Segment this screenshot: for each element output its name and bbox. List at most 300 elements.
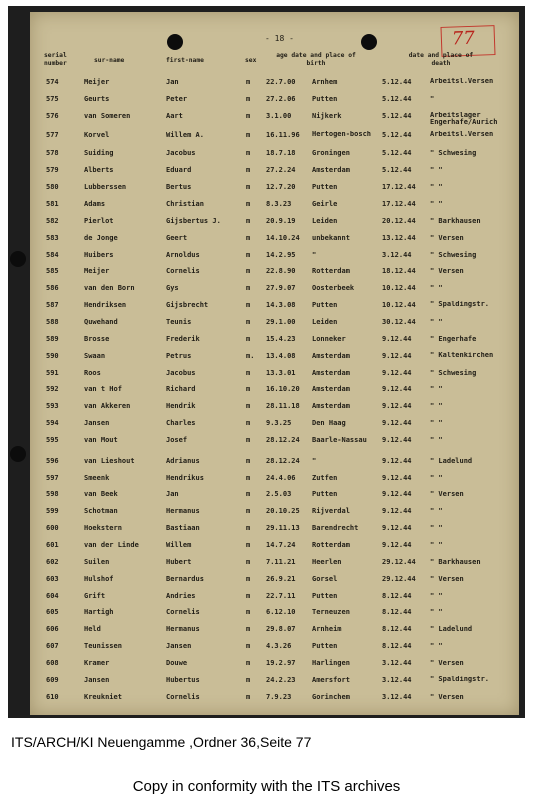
first-name-cell: Gys [166, 284, 179, 293]
table-row [30, 457, 519, 475]
death-place-cell: " Spaldingstr. [430, 675, 490, 683]
surname-cell: Held [84, 625, 101, 634]
table-row [30, 558, 519, 576]
serial-number-cell: 585 [46, 267, 59, 276]
birth-place-cell: Putten [312, 301, 338, 310]
serial-number-cell: 597 [46, 473, 59, 482]
document-page [30, 12, 519, 715]
birth-date-cell: 19.2.97 [266, 658, 296, 667]
first-name-cell: Adrianus [166, 456, 200, 465]
death-place-cell: " " [430, 591, 443, 600]
birth-place-cell: unbekannt [312, 233, 350, 242]
serial-number-cell: 606 [46, 625, 59, 634]
sex-cell: m [246, 456, 251, 465]
death-date-cell: 3.12.44 [382, 692, 412, 701]
table-row [30, 474, 519, 492]
serial-number-cell: 588 [46, 317, 59, 326]
first-name-cell: Jacobus [166, 149, 196, 158]
surname-cell: Jansen [84, 419, 110, 427]
first-name-cell: Teunis [166, 317, 192, 326]
birth-place-cell: Amsterdam [312, 385, 350, 394]
birth-place-cell: Rotterdam [312, 541, 350, 549]
punch-hole [167, 34, 183, 50]
conformity-note: Copy in conformity with the ITS archives [132, 778, 401, 795]
sex-cell: m [246, 233, 251, 242]
sex-cell: m [246, 334, 251, 343]
serial-number-cell: 598 [46, 490, 59, 499]
sex-cell: m [246, 216, 251, 225]
serial-number-cell: 587 [46, 301, 59, 310]
binder-hole [10, 446, 26, 462]
sex-cell: m [246, 317, 251, 326]
first-name-cell: Aart [166, 111, 183, 120]
first-name-cell: Charles [166, 419, 196, 427]
birth-date-cell: 28.12.24 [266, 456, 300, 465]
birth-place-cell: Putten [312, 642, 338, 651]
first-name-cell: Peter [166, 94, 188, 103]
first-name-cell: Jan [166, 78, 179, 86]
table-row [30, 267, 519, 285]
table-row [30, 659, 519, 677]
birth-date-cell: 26.9.21 [266, 574, 296, 583]
first-name-cell: Hermanus [166, 625, 200, 634]
first-name-cell: Petrus [166, 351, 192, 360]
birth-date-cell: 14.3.08 [266, 301, 296, 310]
table-row [30, 419, 519, 437]
surname-cell: van den Born [84, 284, 135, 293]
serial-number-cell: 591 [46, 368, 59, 377]
sex-cell: m [246, 200, 251, 208]
birth-date-cell: 28.12.24 [266, 435, 300, 444]
death-place-cell: " Versen [430, 658, 464, 667]
first-name-cell: Josef [166, 435, 188, 444]
death-date-cell: 5.12.44 [382, 130, 412, 139]
death-date-cell: 8.12.44 [382, 608, 412, 617]
birth-place-cell: Leiden [312, 317, 338, 326]
birth-place-cell: Arnheim [312, 625, 342, 634]
serial-number-cell: 577 [46, 130, 59, 139]
sex-cell: m [246, 368, 251, 377]
birth-date-cell: 14.2.95 [266, 250, 296, 259]
birth-place-cell: Groningen [312, 149, 350, 158]
birth-place-cell: Hertogen-bosch [312, 130, 372, 138]
surname-cell: Smeenk [84, 473, 110, 482]
table-row [30, 369, 519, 387]
surname-cell: Meijer [84, 267, 110, 276]
sex-cell: m [246, 490, 251, 499]
serial-number-cell: 575 [46, 94, 59, 103]
birth-place-cell: Den Haag [312, 419, 346, 427]
sex-cell: m [246, 267, 251, 276]
death-place-cell: " Versen [430, 267, 464, 276]
death-date-cell: 9.12.44 [382, 473, 412, 482]
table-row [30, 318, 519, 336]
death-place-cell: Arbeitsl.Versen [430, 78, 494, 85]
death-date-cell: 20.12.44 [382, 216, 416, 225]
death-date-cell: 9.12.44 [382, 385, 412, 394]
surname-cell: van Akkeren [84, 402, 131, 411]
birth-date-cell: 3.1.00 [266, 111, 292, 120]
death-place-cell: " Engerhafe [430, 334, 477, 343]
sex-cell: m [246, 419, 251, 427]
serial-number-cell: 574 [46, 78, 59, 86]
death-place-cell: " " [430, 524, 443, 533]
serial-number-cell: 610 [46, 692, 59, 701]
sex-cell: m [246, 625, 251, 634]
death-place-cell: " " [430, 507, 443, 516]
birth-date-cell: 27.2.06 [266, 94, 296, 103]
birth-date-cell: 22.7.11 [266, 591, 296, 600]
header-firstname: first-name [166, 57, 204, 64]
death-place-cell: " " [430, 402, 443, 411]
surname-cell: van Lieshout [84, 456, 135, 465]
death-date-cell: 29.12.44 [382, 557, 416, 566]
sex-cell: m [246, 675, 251, 684]
death-date-cell: 9.12.44 [382, 334, 412, 343]
birth-place-cell: Amsterdam [312, 351, 350, 360]
birth-date-cell: 29.8.07 [266, 625, 296, 634]
table-row [30, 608, 519, 626]
birth-date-cell: 29.1.00 [266, 317, 296, 326]
table-row [30, 301, 519, 319]
birth-place-cell: Terneuzen [312, 608, 350, 617]
sex-cell: m [246, 507, 251, 516]
serial-number-cell: 580 [46, 183, 59, 192]
birth-date-cell: 16.11.96 [266, 130, 300, 139]
page-number: - 18 - [265, 34, 294, 43]
death-place-cell: " " [430, 541, 443, 549]
sex-cell: m [246, 166, 251, 175]
table-row [30, 183, 519, 201]
serial-number-cell: 608 [46, 658, 59, 667]
table-row [30, 251, 519, 269]
birth-date-cell: 4.3.26 [266, 642, 292, 651]
birth-place-cell: Amsterdam [312, 166, 350, 175]
serial-number-cell: 592 [46, 385, 59, 394]
sex-cell: m [246, 642, 251, 651]
first-name-cell: Cornelis [166, 692, 200, 701]
sex-cell: m [246, 557, 251, 566]
table-row [30, 335, 519, 353]
birth-place-cell: Geirle [312, 200, 338, 208]
birth-date-cell: 22.8.90 [266, 267, 296, 276]
table-row [30, 166, 519, 184]
birth-place-cell: Leiden [312, 216, 338, 225]
birth-place-cell: Amersfort [312, 675, 350, 684]
surname-cell: Swaan [84, 351, 106, 360]
table-row [30, 436, 519, 454]
sex-cell: m [246, 111, 251, 120]
serial-number-cell: 589 [46, 334, 59, 343]
sex-cell: m [246, 473, 251, 482]
birth-place-cell: Rijverdal [312, 507, 350, 516]
birth-date-cell: 12.7.20 [266, 183, 296, 192]
surname-cell: Hulshof [84, 574, 114, 583]
sex-cell: m [246, 658, 251, 667]
death-date-cell: 9.12.44 [382, 507, 412, 516]
sex-cell: m [246, 183, 251, 192]
death-place-cell: " Versen [430, 574, 464, 583]
serial-number-cell: 593 [46, 402, 59, 411]
sex-cell: m [246, 608, 251, 617]
death-place-cell: " " [430, 317, 443, 326]
first-name-cell: Richard [166, 385, 196, 394]
birth-date-cell: 24.2.23 [266, 675, 296, 684]
surname-cell: van Beek [84, 490, 118, 499]
death-date-cell: 30.12.44 [382, 317, 416, 326]
birth-date-cell: 15.4.23 [266, 334, 296, 343]
death-place-cell: " Schwesing [430, 368, 477, 377]
archive-stamp: 77 [440, 25, 495, 57]
death-date-cell: 9.12.44 [382, 524, 412, 533]
table-row [30, 352, 519, 370]
first-name-cell: Gijsbrecht [166, 301, 209, 310]
death-date-cell: 8.12.44 [382, 642, 412, 651]
first-name-cell: Willem A. [166, 130, 204, 139]
first-name-cell: Willem [166, 541, 192, 549]
first-name-cell: Geert [166, 233, 188, 242]
surname-cell: Grift [84, 591, 106, 600]
scanned-document [8, 6, 525, 718]
death-place-cell: " " [430, 435, 443, 444]
table-row [30, 490, 519, 508]
sex-cell: m [246, 284, 251, 293]
header-surname: sur-name [94, 57, 125, 64]
birth-place-cell: " [312, 456, 317, 465]
death-date-cell: 10.12.44 [382, 284, 416, 293]
birth-date-cell: 14.7.24 [266, 541, 296, 549]
death-date-cell: 5.12.44 [382, 149, 412, 158]
death-place-cell: " Versen [430, 490, 464, 499]
surname-cell: Lubberssen [84, 183, 127, 192]
birth-place-cell: Putten [312, 591, 338, 600]
first-name-cell: Frederik [166, 334, 200, 343]
death-date-cell: 5.12.44 [382, 166, 412, 175]
header-birth: age date and place of birth [276, 52, 356, 67]
birth-place-cell: Rotterdam [312, 267, 350, 276]
table-row [30, 575, 519, 593]
birth-place-cell: Heerlen [312, 557, 342, 566]
death-date-cell: 9.12.44 [382, 541, 412, 549]
death-date-cell: 8.12.44 [382, 591, 412, 600]
birth-date-cell: 7.11.21 [266, 557, 296, 566]
binder-hole [10, 251, 26, 267]
death-place-cell: " " [430, 166, 443, 175]
first-name-cell: Hermanus [166, 507, 200, 516]
death-place-cell: " Schwesing [430, 250, 477, 259]
serial-number-cell: 578 [46, 149, 59, 158]
archive-reference: ITS/ARCH/KI Neuengamme ,Ordner 36,Seite 77 [11, 734, 312, 750]
first-name-cell: Bertus [166, 183, 192, 192]
death-date-cell: 9.12.44 [382, 368, 412, 377]
sex-cell: m [246, 524, 251, 533]
death-date-cell: 9.12.44 [382, 419, 412, 427]
surname-cell: Brosse [84, 334, 110, 343]
birth-date-cell: 13.4.08 [266, 351, 296, 360]
birth-place-cell: Barendrecht [312, 524, 359, 533]
death-date-cell: 9.12.44 [382, 435, 412, 444]
death-place-cell: " " [430, 385, 443, 394]
sex-cell: m [246, 402, 251, 411]
death-date-cell: 8.12.44 [382, 625, 412, 634]
birth-date-cell: 14.10.24 [266, 233, 300, 242]
birth-place-cell: Lonneker [312, 334, 346, 343]
death-date-cell: 29.12.44 [382, 574, 416, 583]
birth-date-cell: 22.7.00 [266, 78, 296, 86]
birth-date-cell: 28.11.18 [266, 402, 300, 411]
surname-cell: Alberts [84, 166, 114, 175]
surname-cell: Pierlot [84, 216, 114, 225]
table-row [30, 284, 519, 302]
surname-cell: Hendriksen [84, 301, 127, 310]
sex-cell: m [246, 692, 251, 701]
birth-place-cell: Baarle-Nassau [312, 435, 367, 444]
surname-cell: Schotman [84, 507, 118, 516]
serial-number-cell: 605 [46, 608, 59, 617]
death-date-cell: 5.12.44 [382, 111, 412, 120]
death-place-cell: " " [430, 200, 443, 208]
table-row [30, 541, 519, 559]
surname-cell: Kramer [84, 658, 110, 667]
surname-cell: Suiding [84, 149, 114, 158]
serial-number-cell: 604 [46, 591, 59, 600]
surname-cell: Meijer [84, 78, 110, 86]
first-name-cell: Gijsbertus J. [166, 216, 221, 225]
first-name-cell: Hubertus [166, 675, 200, 684]
death-place-cell: " [430, 94, 435, 103]
death-date-cell: 18.12.44 [382, 267, 416, 276]
table-row [30, 200, 519, 218]
serial-number-cell: 596 [46, 456, 59, 465]
first-name-cell: Jansen [166, 642, 192, 651]
death-place-cell: " Schwesing [430, 149, 477, 158]
birth-date-cell: 27.2.24 [266, 166, 296, 175]
table-row [30, 95, 519, 113]
sex-cell: m. [246, 351, 255, 360]
death-place-cell: " " [430, 473, 443, 482]
serial-number-cell: 584 [46, 250, 59, 259]
surname-cell: Geurts [84, 94, 110, 103]
serial-number-cell: 590 [46, 351, 59, 360]
table-row [30, 131, 519, 149]
surname-cell: van der Linde [84, 541, 139, 549]
first-name-cell: Cornelis [166, 608, 200, 617]
table-row [30, 625, 519, 643]
death-place-cell: Arbeitslager Engerhafe/Aurich [430, 111, 498, 127]
birth-place-cell: Nijkerk [312, 111, 342, 120]
serial-number-cell: 586 [46, 284, 59, 293]
header-sex: sex [245, 57, 257, 64]
first-name-cell: Cornelis [166, 267, 200, 276]
sex-cell: m [246, 541, 251, 549]
death-place-cell: " Ladelund [430, 456, 473, 465]
serial-number-cell: 602 [46, 557, 59, 566]
birth-date-cell: 24.4.06 [266, 473, 296, 482]
serial-number-cell: 579 [46, 166, 59, 175]
table-row [30, 402, 519, 420]
birth-place-cell: Oosterbeek [312, 284, 355, 293]
death-place-cell: " Kaltenkirchen [430, 351, 494, 359]
table-row [30, 78, 519, 96]
table-row [30, 592, 519, 610]
header-death: date and place of death [408, 52, 474, 67]
serial-number-cell: 599 [46, 507, 59, 516]
serial-number-cell: 607 [46, 642, 59, 651]
first-name-cell: Arnoldus [166, 250, 200, 259]
sex-cell: m [246, 94, 251, 103]
death-date-cell: 3.12.44 [382, 658, 412, 667]
serial-number-cell: 600 [46, 524, 59, 533]
first-name-cell: Bastiaan [166, 524, 200, 533]
first-name-cell: Eduard [166, 166, 192, 175]
birth-place-cell: " [312, 250, 317, 259]
death-place-cell: " Ladelund [430, 625, 473, 634]
sex-cell: m [246, 574, 251, 583]
table-row [30, 385, 519, 403]
birth-date-cell: 2.5.03 [266, 490, 292, 499]
birth-date-cell: 7.9.23 [266, 692, 292, 701]
surname-cell: Kreukniet [84, 692, 122, 701]
surname-cell: Teunissen [84, 642, 122, 651]
birth-date-cell: 27.9.07 [266, 284, 296, 293]
death-place-cell: " " [430, 642, 443, 651]
table-row [30, 217, 519, 235]
serial-number-cell: 582 [46, 216, 59, 225]
death-date-cell: 13.12.44 [382, 233, 416, 242]
birth-date-cell: 6.12.10 [266, 608, 296, 617]
table-row [30, 112, 519, 130]
sex-cell: m [246, 149, 251, 158]
table-row [30, 676, 519, 694]
table-row [30, 149, 519, 167]
first-name-cell: Jacobus [166, 368, 196, 377]
death-place-cell: " " [430, 284, 443, 293]
birth-place-cell: Harlingen [312, 658, 350, 667]
birth-date-cell: 20.9.19 [266, 216, 296, 225]
serial-number-cell: 594 [46, 419, 59, 427]
surname-cell: Adams [84, 200, 106, 208]
birth-place-cell: Putten [312, 94, 338, 103]
sex-cell: m [246, 78, 251, 86]
first-name-cell: Andries [166, 591, 196, 600]
death-date-cell: 17.12.44 [382, 200, 416, 208]
birth-place-cell: Putten [312, 490, 338, 499]
surname-cell: Korvel [84, 130, 110, 139]
table-row [30, 693, 519, 711]
surname-cell: van t Hof [84, 385, 122, 394]
surname-cell: van Someren [84, 111, 131, 120]
death-place-cell: " Barkhausen [430, 557, 481, 566]
surname-cell: Quwehand [84, 317, 118, 326]
birth-place-cell: Putten [312, 183, 338, 192]
first-name-cell: Hubert [166, 557, 192, 566]
table-row [30, 524, 519, 542]
surname-cell: Jansen [84, 675, 110, 684]
birth-place-cell: Gorinchem [312, 692, 350, 701]
first-name-cell: Christian [166, 200, 204, 208]
death-date-cell: 9.12.44 [382, 456, 412, 465]
death-date-cell: 17.12.44 [382, 183, 416, 192]
serial-number-cell: 601 [46, 541, 59, 549]
birth-date-cell: 29.11.13 [266, 524, 300, 533]
header-serial: serial number [44, 52, 67, 67]
serial-number-cell: 603 [46, 574, 59, 583]
death-date-cell: 3.12.44 [382, 250, 412, 259]
death-date-cell: 9.12.44 [382, 402, 412, 411]
birth-place-cell: Gorsel [312, 574, 338, 583]
birth-date-cell: 20.10.25 [266, 507, 300, 516]
death-place-cell: " " [430, 608, 443, 617]
